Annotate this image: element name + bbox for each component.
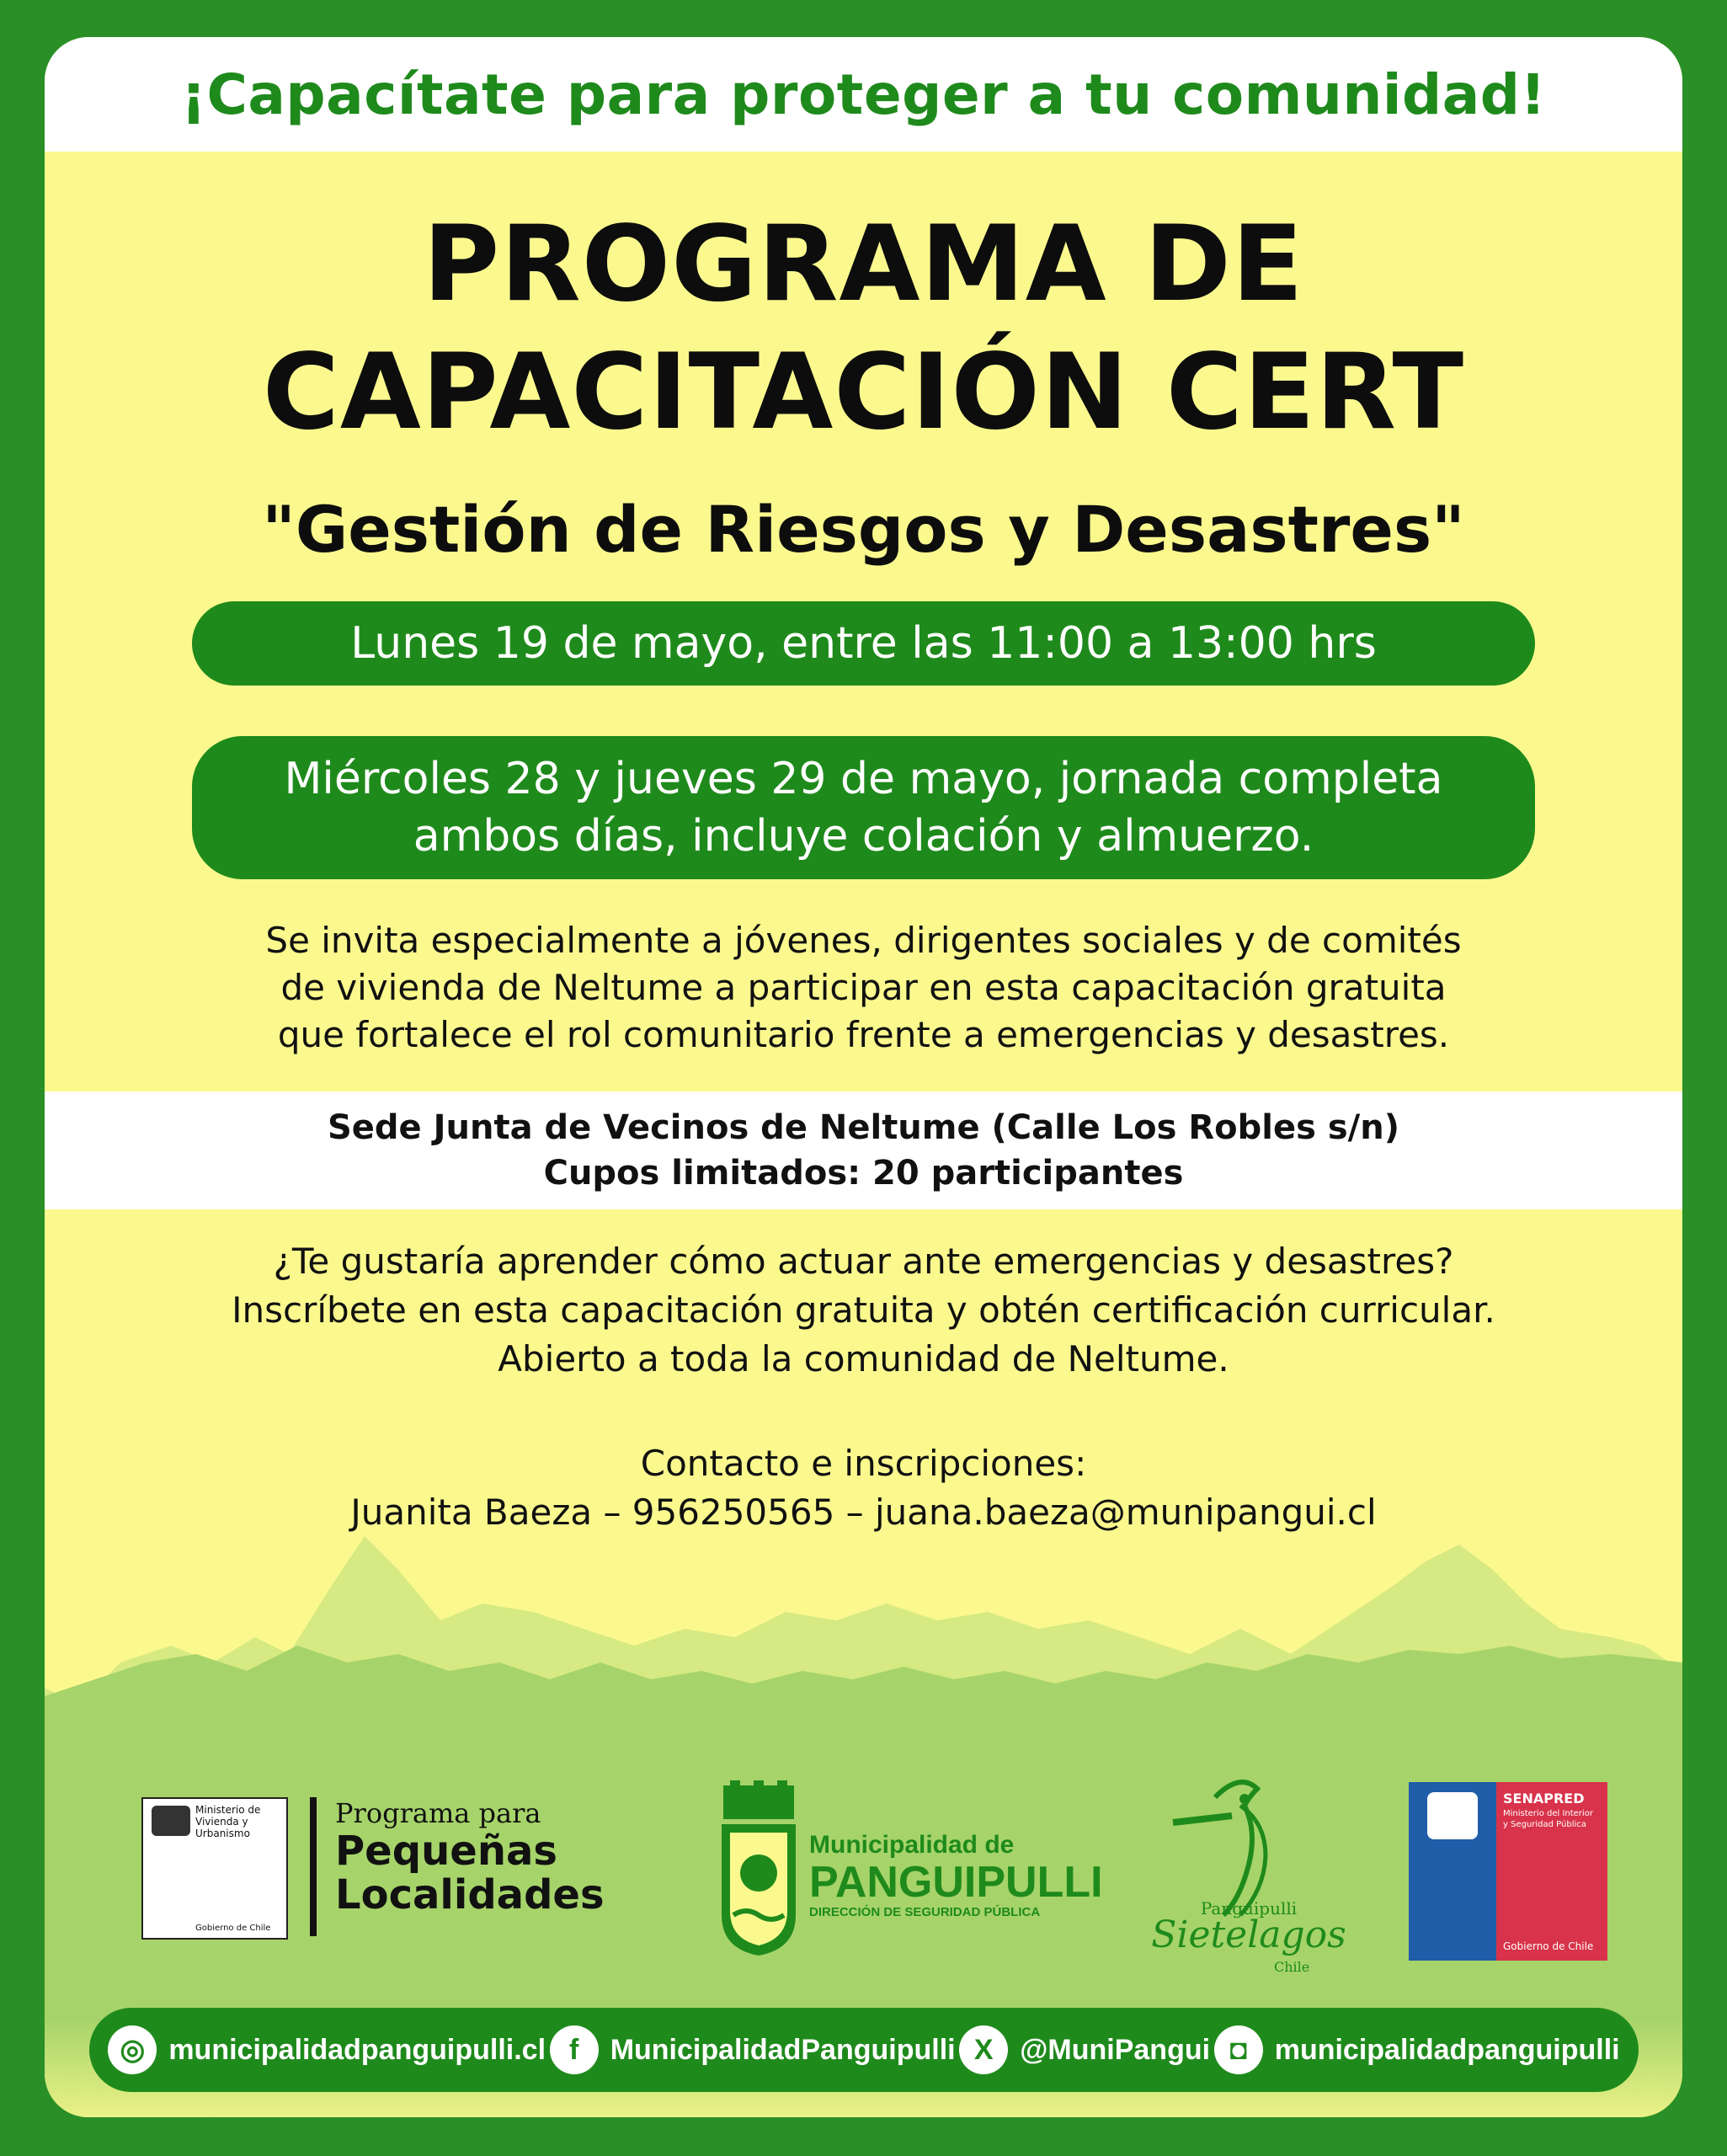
- invitation-line-2: de vivienda de Neltume a participar en esta capacitación gratuita: [280, 967, 1447, 1008]
- social-website[interactable]: [108, 2025, 546, 2074]
- tagline: ¡Capacítate para proteger a tu comunidad!: [180, 61, 1547, 127]
- cta-line-2: Inscríbete en esta capacitación gratuita y obtén certificación curricular.: [232, 1289, 1495, 1331]
- social-bar: [89, 2008, 1639, 2092]
- muni-small: Municipalidad de: [809, 1831, 1015, 1859]
- facebook-icon: f: [550, 2025, 599, 2074]
- subtitle: "Gestión de Riesgos y Desastres": [262, 492, 1465, 567]
- session-2-line-1: Miércoles 28 y jueves 29 de mayo, jornada completa: [284, 754, 1443, 804]
- tagline-banner: [45, 37, 1682, 152]
- cta-line-1: ¿Te gustaría aprender cómo actuar ante emergencias y desastres?: [273, 1241, 1454, 1282]
- invitation-paragraph: [45, 917, 1682, 1059]
- session-2-pill: [192, 736, 1535, 879]
- social-x[interactable]: [959, 2025, 1210, 2074]
- social-x-label: @MuniPangui: [1020, 2033, 1211, 2066]
- cta-paragraph: [45, 1237, 1682, 1384]
- poster-frame: [45, 37, 1682, 2117]
- senapred-gob: Gobierno de Chile: [1503, 1940, 1594, 1952]
- municipality-text: [809, 1831, 1103, 1919]
- chile-seal-icon: [152, 1806, 190, 1836]
- social-instagram-label: municipalidadpanguipulli: [1274, 2033, 1620, 2066]
- senapred-logo: [1409, 1782, 1607, 1961]
- venue-location: Sede Junta de Vecinos de Neltume (Calle Los Robles s/n): [327, 1108, 1399, 1147]
- venue-banner: [45, 1091, 1682, 1209]
- globe-icon: ◎: [108, 2025, 157, 2074]
- program-logo: [335, 1797, 638, 1917]
- instagram-icon: ◘: [1214, 2025, 1263, 2074]
- social-facebook-label: MunicipalidadPanguipulli: [610, 2033, 956, 2066]
- title-line-2: CAPACITACIÓN CERT: [262, 332, 1465, 453]
- cta-line-3: Abierto a toda la comunidad de Neltume.: [498, 1338, 1229, 1380]
- x-icon: X: [959, 2025, 1008, 2074]
- capacity-value: 20 participantes: [872, 1154, 1184, 1193]
- invitation-line-3: que fortalece el rol comunitario frente a emergencias y desastres.: [277, 1014, 1450, 1055]
- senapred-sub-1: Ministerio del Interior: [1503, 1809, 1593, 1818]
- siete-small: Panguipulli: [1200, 1898, 1298, 1919]
- session-1-text: Lunes 19 de mayo, entre las 11:00 a 13:00 hrs: [350, 618, 1377, 669]
- social-facebook[interactable]: [550, 2025, 956, 2074]
- muni-big: PANGUIPULLI: [809, 1858, 1103, 1907]
- chile-seal-icon: [1427, 1792, 1478, 1839]
- panguipulli-shield-icon: [718, 1780, 799, 1957]
- venue-capacity: [544, 1150, 1184, 1196]
- capacity-label: Cupos limitados:: [543, 1154, 873, 1193]
- contact-block: [45, 1439, 1682, 1537]
- program-big-1: Pequeñas: [335, 1828, 557, 1875]
- muni-sub: DIRECCIÓN DE SEGURIDAD PÚBLICA: [809, 1905, 1041, 1919]
- senapred-sub-2: y Seguridad Pública: [1503, 1820, 1586, 1829]
- minvu-logo: [141, 1797, 288, 1940]
- program-big-2: Localidades: [335, 1871, 605, 1919]
- minvu-gob: Gobierno de Chile: [195, 1924, 271, 1933]
- program-small: Programa para: [335, 1797, 541, 1829]
- contact-details: Juanita Baeza – 956250565 – juana.baeza@munipangui.cl: [350, 1492, 1377, 1533]
- social-instagram[interactable]: [1214, 2025, 1620, 2074]
- siete-country: Chile: [1274, 1959, 1310, 1975]
- divider-line: [310, 1797, 317, 1936]
- sponsor-logos: [45, 1738, 1682, 1991]
- title-line-1: PROGRAMA DE: [423, 204, 1304, 325]
- session-2-line-2: ambos días, incluye colación y almuerzo.: [413, 811, 1314, 862]
- session-1-pill: [192, 601, 1535, 686]
- senapred-name: SENAPRED: [1503, 1790, 1585, 1806]
- invitation-line-1: Se invita especialmente a jóvenes, dirigentes sociales y de comités: [265, 920, 1462, 961]
- sietelagos-logo: [1139, 1772, 1358, 1983]
- social-website-label: municipalidadpanguipulli.cl: [168, 2033, 546, 2066]
- siete-big: Sietelagos: [1151, 1913, 1346, 1956]
- minvu-name: Ministerio de Vivienda y Urbanismo: [195, 1804, 261, 1839]
- contact-heading: Contacto e inscripciones:: [640, 1443, 1087, 1484]
